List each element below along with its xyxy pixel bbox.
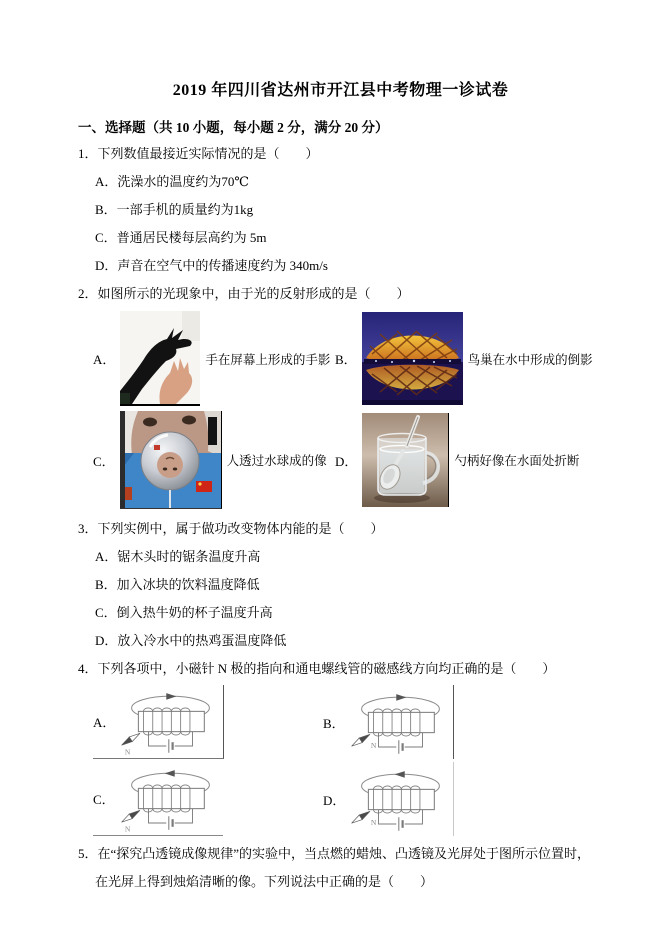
spoon-in-glass-photo	[362, 413, 449, 507]
water-ball-photo	[120, 411, 222, 509]
q3-option-c: C．倒入热牛奶的杯子温度升高	[95, 605, 273, 620]
q4-option-a-cell	[93, 685, 224, 759]
question-2-stem: 2．如图所示的光现象中，由于光的反射形成的是（ ）	[78, 286, 410, 301]
question-5-stem: 5．在“探究凸透镜成像规律”的实验中，当点燃的蜡烛、凸透镜及光屏处于图所示位置时，在光屏上得到烛焰清晰的像。下列说法中正确的是（ ）	[78, 846, 591, 889]
solenoid-diagram-d	[348, 764, 453, 835]
q2-option-b-letter: B．	[335, 352, 357, 367]
question-1-stem: 1．下列数值最接近实际情况的是（ ）	[78, 146, 319, 161]
q4-option-b-letter: B．	[323, 715, 345, 731]
solenoid-diagram-c	[118, 763, 223, 834]
q2-option-c-cell	[93, 411, 335, 509]
q4-option-d-cell	[323, 762, 454, 836]
q4-option-c-cell	[93, 762, 223, 836]
q3-option-b: B．加入冰块的饮料温度降低	[95, 577, 260, 592]
question-3-stem: 3．下列实例中，属于做功改变物体内能的是（ ）	[78, 521, 384, 536]
q2-option-c-caption: 人透过水球成的像	[226, 454, 327, 468]
q2-option-d-caption: 勺柄好像在水面处折断	[454, 454, 580, 468]
q2-option-b-caption: 鸟巢在水中形成的倒影	[467, 352, 593, 367]
page-title: 2019 年四川省达州市开江县中考物理一诊试卷	[172, 82, 509, 99]
q3-option-d: D．放入冷水中的热鸡蛋温度降低	[95, 633, 287, 648]
q2-option-b-cell	[335, 311, 603, 406]
q2-option-d-cell	[335, 411, 603, 509]
birds-nest-reflection-photo	[362, 312, 463, 405]
q2-option-a-letter: A．	[93, 352, 116, 367]
q4-diagram-grid	[93, 685, 603, 836]
q2-option-a-cell	[93, 311, 335, 406]
q2-option-d-letter: D．	[335, 453, 358, 469]
q2-option-a-caption: 手在屏幕上形成的手影	[205, 352, 331, 367]
q1-option-d: D．声音在空气中的传播速度约为 340m/s	[95, 258, 328, 273]
svg-text:N: N	[370, 740, 377, 750]
solenoid-diagram-a	[118, 686, 223, 757]
q2-option-c-letter: C．	[93, 453, 115, 469]
solenoid-diagram-b	[348, 687, 453, 758]
q4-option-b-cell	[323, 685, 454, 759]
q1-option-c: C．普通居民楼每层高约为 5m	[95, 230, 267, 245]
section-heading: 一、选择题（共 10 小题，每小题 2 分，满分 20 分）	[78, 120, 389, 135]
q4-option-d-letter: D．	[323, 792, 346, 808]
q4-option-a-letter: A．	[93, 715, 116, 730]
q4-option-c-letter: C．	[93, 792, 115, 807]
q1-option-b: B．一部手机的质量约为1kg	[95, 202, 254, 217]
question-4-stem: 4．下列各项中，小磁针 N 极的指向和通电螺线管的磁感线方向均正确的是（ ）	[78, 661, 556, 676]
svg-text:N: N	[125, 747, 131, 757]
q3-option-a: A．锯木头时的锯条温度升高	[95, 549, 261, 564]
q2-figure-grid	[93, 311, 603, 509]
svg-text:N: N	[124, 824, 131, 834]
q1-option-a: A．洗澡水的温度约为70℃	[95, 174, 249, 189]
hand-shadow-photo	[120, 311, 200, 406]
svg-text:N: N	[371, 817, 377, 827]
